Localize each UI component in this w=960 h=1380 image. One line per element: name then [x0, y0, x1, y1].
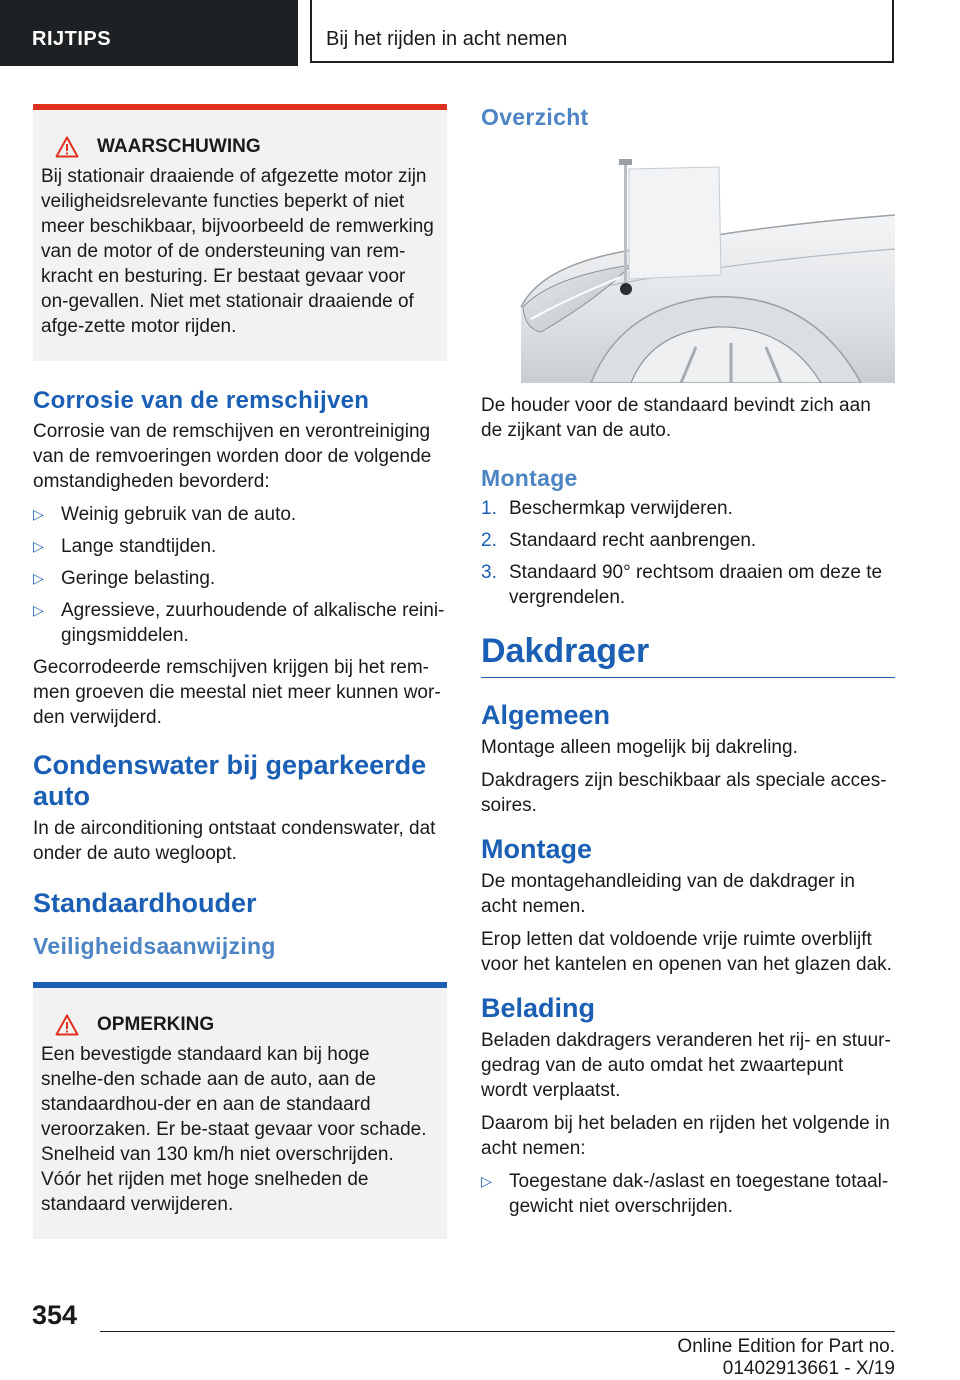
car-fender-image — [481, 157, 895, 383]
general-p2: Dakdragers zijn beschikbaar als speciale acces-soires. — [481, 770, 887, 816]
list-item: ▷ Geringe belasting. — [33, 568, 216, 589]
triangle-bullet-icon: ▷ — [481, 1173, 492, 1189]
warning-title — [41, 136, 437, 158]
roof-mount-heading: Montage — [481, 834, 592, 864]
note-title-text: OPMERKING — [97, 1014, 215, 1035]
list-item: ▷ Agressieve, zuurhoudende of alkalische reini-gingsmiddelen. — [33, 600, 445, 646]
corrosion-heading: Corrosie van de remschijven — [33, 387, 370, 414]
loading-bullet-list — [481, 1169, 895, 1219]
triangle-bullet-icon: ▷ — [33, 538, 44, 554]
warning-text: Bij stationair draaiende of afgezette motor zijn veiligheidsrelevante functies beperkt of niet meer beschikbaar, bijvoorbeeld de remwerking van de motor of de ondersteuning van rem-kracht en besturing. Er bestaat gevaar voor on-gevallen. Niet met stationair draaiende of afge-zette motor rijden. — [41, 166, 434, 337]
corrosion-outro: Gecorrodeerde remschijven krijgen bij het rem-men groeven die meestal niet meer kunnen wor-den verwijderd. — [33, 657, 441, 728]
header-chapter-title: Bij het rijden in acht nemen — [310, 0, 894, 63]
safety-heading: Veiligheidsaanwijzing — [33, 933, 276, 959]
note-box — [33, 982, 447, 1239]
general-heading: Algemeen — [481, 700, 611, 730]
list-item: ▷ Weinig gebruik van de auto. — [33, 504, 297, 525]
loading-heading: Belading — [481, 993, 596, 1023]
note-title — [41, 1014, 437, 1036]
overview-heading: Overzicht — [481, 104, 589, 130]
warning-triangle-icon — [55, 1014, 79, 1036]
roof-rack-heading: Dakdrager — [481, 632, 895, 678]
list-item: ▷ Toegestane dak-/aslast en toegestane totaal-gewicht niet overschrijden. — [481, 1171, 889, 1217]
page-number: 354 — [32, 1300, 78, 1330]
warning-triangle-icon — [55, 136, 79, 158]
roof-mount-p2: Erop letten dat voldoende vrije ruimte overblijft voor het kantelen en openen van het glazen dak. — [481, 929, 892, 975]
list-item: 3. Standaard 90° rechtsom draaien om deze te vergrendelen. — [481, 562, 883, 608]
loading-p1: Beladen dakdragers veranderen het rij- en stuur-gedrag van de auto omdat het zwaartepunt wordt verplaatst. — [481, 1030, 891, 1101]
right-column — [481, 104, 895, 1226]
mounting-heading: Montage — [481, 465, 578, 491]
list-item: 1. Beschermkap verwijderen. — [481, 498, 733, 519]
footer-edition: Online Edition for Part no. 01402913661 - X/19 — [677, 1336, 895, 1379]
corrosion-bullet-list — [33, 502, 447, 648]
loading-p2: Daarom bij het beladen en rijden het volgende in acht nemen: — [481, 1113, 890, 1159]
overview-caption: De houder voor de standaard bevindt zich aan de zijkant van de auto. — [481, 395, 871, 441]
list-item: 2. Standaard recht aanbrengen. — [481, 530, 757, 551]
car-flag-holder-illustration — [481, 157, 895, 383]
corrosion-intro: Corrosie van de remschijven en verontreiniging van de remvoeringen worden door de volgende omstandigheden bevorderd: — [33, 421, 432, 492]
condensation-heading: Condenswater bij geparkeerde auto — [33, 750, 427, 811]
list-item: ▷ Lange standtijden. — [33, 536, 217, 557]
general-p1: Montage alleen mogelijk bij dakreling. — [481, 737, 798, 758]
warning-box — [33, 104, 447, 361]
triangle-bullet-icon: ▷ — [33, 602, 44, 618]
condensation-text: In de airconditioning ontstaat condenswater, dat onder de auto wegloopt. — [33, 818, 436, 864]
page-header — [0, 0, 960, 66]
note-text: Een bevestigde standaard kan bij hoge snelhe-den schade aan de auto, aan de standaardhou-der en aan de standaard veroorzaken. Er be-staat gevaar voor schade. Snelheid van 130 km/h niet overschrijden. Vóór het rijden met hoge snelheden de standaard verwijderen. — [41, 1044, 427, 1215]
mounting-steps — [481, 496, 895, 610]
footer-divider — [100, 1331, 895, 1332]
warning-title-text: WAARSCHUWING — [97, 136, 261, 157]
roof-mount-p1: De montagehandleiding van de dakdrager in acht nemen. — [481, 871, 855, 917]
triangle-bullet-icon: ▷ — [33, 570, 44, 586]
left-column — [33, 104, 447, 1239]
triangle-bullet-icon: ▷ — [33, 506, 44, 522]
header-section-label: RIJTIPS — [0, 0, 298, 66]
standard-holder-heading: Standaardhouder — [33, 888, 257, 918]
